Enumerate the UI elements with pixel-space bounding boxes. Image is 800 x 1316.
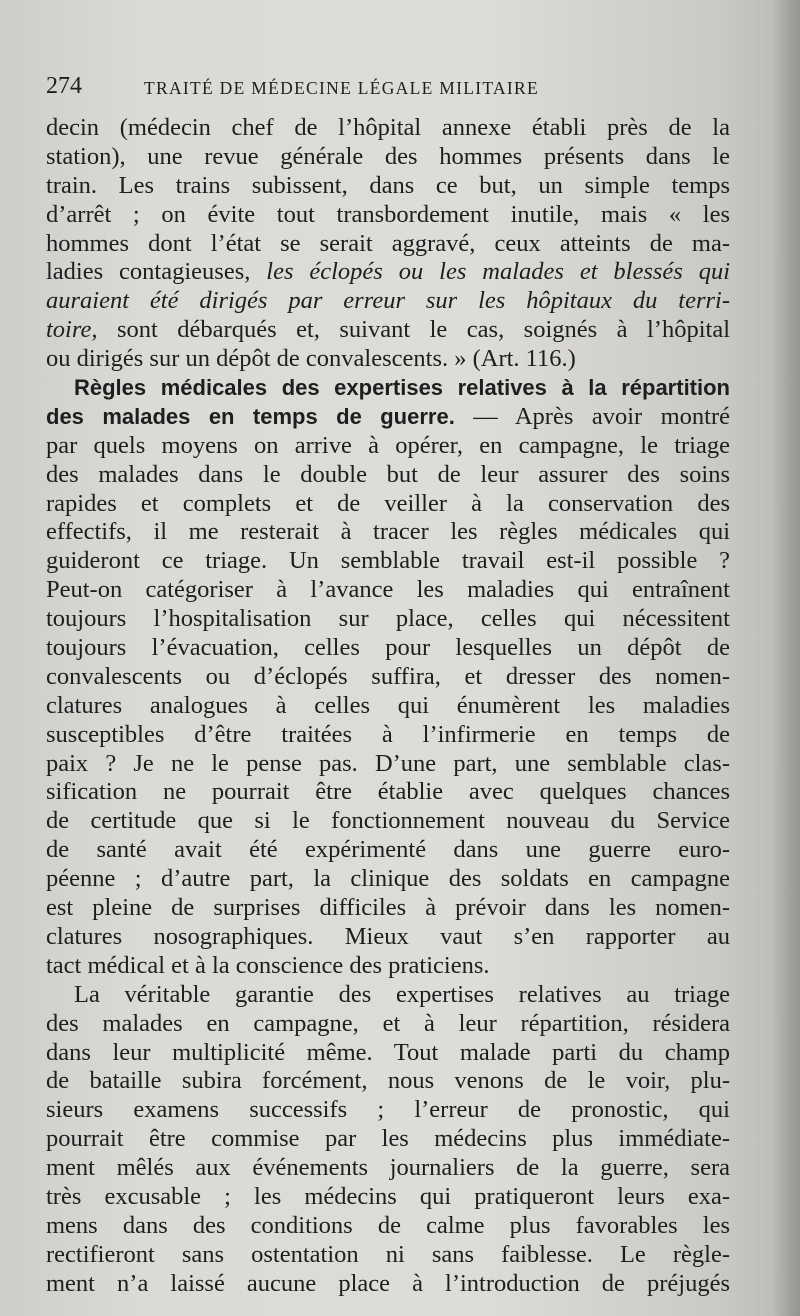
text-segment: ladies contagieuses, [46,258,251,286]
text-line: clatures nosographiques. Mieux vaut s’en rapporter au [46,922,730,950]
text-line: La véritable garantie des expertises relatives au triage [74,980,730,1008]
text-line: convalescents ou d’éclopés suffira, et dresser des nomen- [46,662,730,690]
text-segment: — Après avoir montré [473,402,730,430]
text-line: clatures analogues à celles qui énumèrent les maladies [46,691,730,719]
section-heading: Règles médicales des expertises relatives à la répartition [74,375,730,401]
italic-quote-line: auraient été dirigés par erreur sur les hôpitaux du terri- [46,287,730,315]
text-line: ou dirigés sur un dépôt de convalescents. » (Art. 116.) [46,345,576,373]
text-line: toujours l’hospitalisation sur place, celles qui nécessitent [46,605,730,633]
text-line: guideront ce triage. Un semblable travail est-il possible ? [46,547,730,575]
text-line: toujours l’évacuation, celles pour lesquelles un dépôt de [46,634,730,662]
italic-quote: les éclopés ou les malades et blessés qui [266,258,731,286]
text-line: de certitude que si le fonctionnement nouveau du Service [46,807,730,835]
text-line: tact médical et à la conscience des praticiens. [46,951,490,979]
section-heading-continuation: des malades en temps de guerre. [46,403,455,429]
text-line: des malades en campagne, et à leur répartition, résidera [46,1009,730,1037]
text-line: station), une revue générale des hommes présents dans le [46,142,730,170]
text-line: de santé avait été expérimenté dans une guerre euro- [46,836,730,864]
text-line: sification ne pourrait être établie avec quelques chances [46,778,730,806]
running-title: TRAITÉ DE MÉDECINE LÉGALE MILITAIRE [144,78,539,98]
text-line: ment n’a laissé aucune place à l’introduction de préjugés [46,1269,730,1297]
text-segment: sont débarqués et, suivant le cas, soignés à l’hôpital [116,316,730,344]
text-line: des malades dans le double but de leur assurer des soins [46,460,730,488]
text-line: paix ? Je ne le pense pas. D’une part, une semblable clas- [46,749,730,777]
text-line: d’arrêt ; on évite tout transbordement inutile, mais « les [46,200,730,228]
text-line: Peut-on catégoriser à l’avance les maladies qui entraînent [46,576,730,604]
text-line: dans leur multiplicité même. Tout malade parti du champ [46,1038,730,1066]
text-line: par quels moyens on arrive à opérer, en campagne, le triage [46,431,730,459]
text-line: péenne ; d’autre part, la clinique des soldats en campagne [46,865,730,893]
text-line: sieurs examens successifs ; l’erreur de pronostic, qui [46,1096,730,1124]
text-line: pourrait être commise par les médecins plus immédiate- [46,1125,730,1153]
text-line: de bataille subira forcément, nous venons de le voir, plu- [46,1067,730,1095]
page-number: 274 [46,73,82,99]
paragraph-1 [46,114,730,374]
italic-quote: toire, [46,316,98,344]
text-line: hommes dont l’état se serait aggravé, ceux atteints de ma- [46,229,730,257]
text-line: decin (médecin chef de l’hôpital annexe établi près de la [46,114,730,141]
paragraph-2 [46,374,730,981]
text-line: mens dans des conditions de calme plus favorables les [46,1211,730,1239]
text-line: rectifieront sans ostentation ni sans faiblesse. Le règle- [46,1240,730,1268]
paragraph-3 [46,981,730,1299]
page-header [46,73,726,100]
text-line: susceptibles d’être traitées à l’infirmerie en temps de [46,720,730,748]
text-line [46,316,730,345]
text-line: train. Les trains subissent, dans ce but, un simple temps [46,171,730,199]
text-line [46,258,730,287]
text-line [46,403,730,432]
text-line: effectifs, il me resterait à tracer les règles médicales qui [46,518,730,546]
page-body [46,114,730,1299]
text-line: ment mêlés aux événements journaliers de la guerre, sera [46,1154,730,1182]
text-line: est pleine de surprises difficiles à prévoir dans les nomen- [46,894,730,922]
text-line: rapides et complets et de veiller à la conservation des [46,489,730,517]
text-line: très excusable ; les médecins qui pratiqueront leurs exa- [46,1182,730,1210]
